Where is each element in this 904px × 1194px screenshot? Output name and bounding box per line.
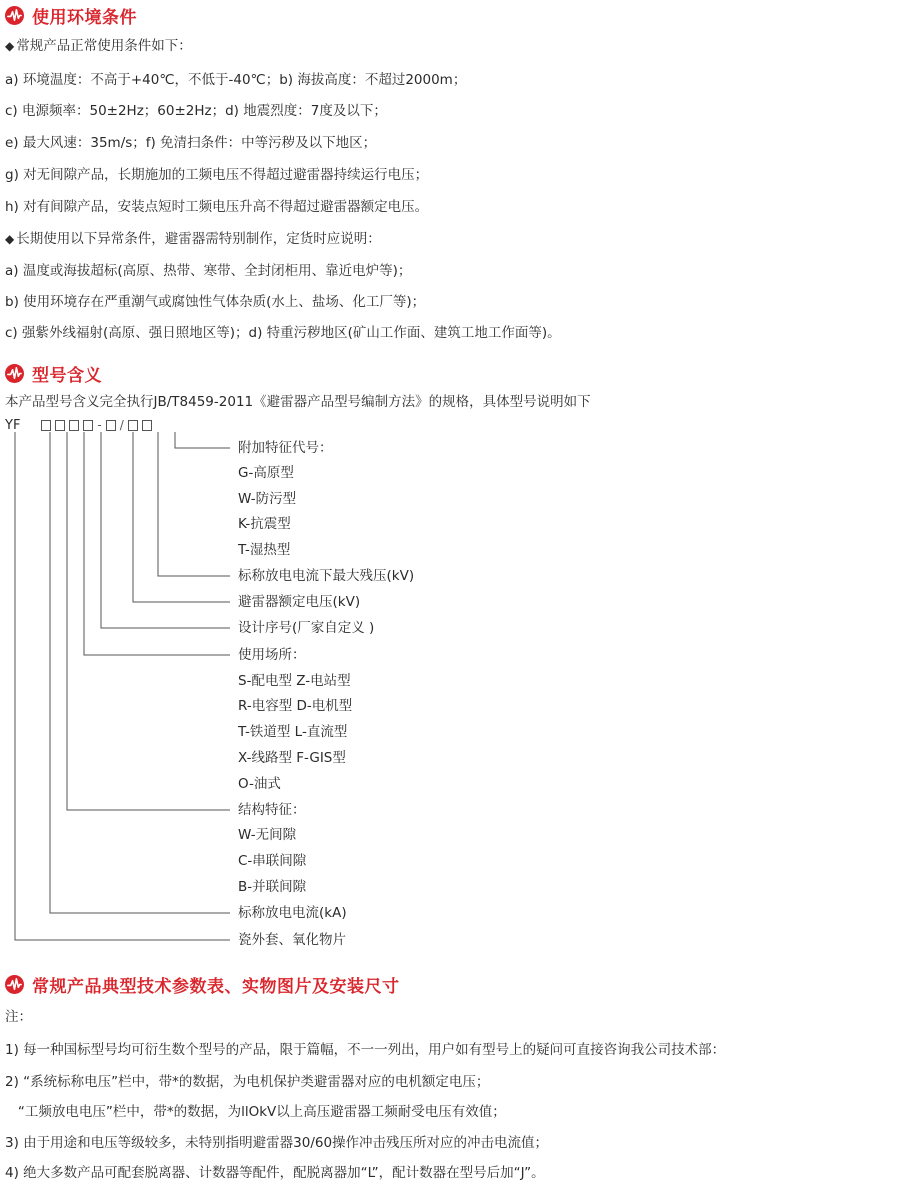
tree-label: O-油式 xyxy=(238,776,281,792)
note-line: 3) 由于用途和电压等级较多，未特别指明避雷器30/60操作冲击残压所对应的冲击电流值； xyxy=(5,1135,549,1151)
tree-label: 附加特征代号： xyxy=(238,440,333,456)
condition-line: c) 强紫外线福射(高原、强日照地区等)；d) 特重污秽地区(矿山工作面、建筑工地工作面等)。 xyxy=(5,325,561,341)
tree-label: W-无间隙 xyxy=(238,827,297,843)
connector-line xyxy=(158,432,230,576)
code-dash: - xyxy=(97,418,102,432)
section-title: 型号含义 xyxy=(32,365,102,386)
note-line: “工频放电电压”栏中，带*的数据，为llOkV以上高压避雷器工频耐受电压有效值； xyxy=(5,1104,506,1120)
condition-line: a) 温度或海拔超标(高原、热带、寒带、全封闭柜用、靠近电炉等)； xyxy=(5,263,412,279)
tree-label: T-铁道型 L-直流型 xyxy=(238,724,348,740)
code-slash: / xyxy=(119,418,124,432)
note-line: 4) 绝大多数产品可配套脱离器、计数器等配件，配脱离器加“L”，配计数器在型号后加“J”。 xyxy=(5,1165,545,1181)
tree-label: 设计序号(厂家自定义 ) xyxy=(238,620,375,636)
section-title: 使用环境条件 xyxy=(32,7,137,28)
condition-line: a) 环境温度：不高于+40℃，不低于-40℃；b) 海拔高度：不超过2000m； xyxy=(5,72,467,88)
tree-label: B-并联间隙 xyxy=(238,879,307,895)
tree-label: W-防污型 xyxy=(238,491,297,507)
tree-label: X-线路型 F-GIS型 xyxy=(238,750,346,766)
model-intro: 本产品型号含义完全执行JB/T8459-2011《避雷器产品型号编制方法》的规格，具体型号说明如下 xyxy=(5,394,591,410)
note-line: 注： xyxy=(5,1009,32,1025)
connector-line xyxy=(84,432,230,655)
tree-label: 避雷器额定电压(kV) xyxy=(238,594,361,610)
tree-label: C-串联间隙 xyxy=(238,853,307,869)
condition-line: h) 对有间隙产品，安装点短时工频电压升高不得超过避雷器额定电压。 xyxy=(5,199,429,215)
connector-line xyxy=(101,432,230,628)
condition-line: ◆ 长期使用以下异常条件，避雷器需特别制作，定货时应说明： xyxy=(5,231,381,247)
note-line: 1) 每一种国标型号均可衍生数个型号的产品，限于篇幅，不一一列出，用户如有型号上的疑问可直接咨询我公司技术部： xyxy=(5,1042,726,1058)
diamond-bullet-icon: ◆ xyxy=(5,232,15,246)
connector-line xyxy=(175,432,230,448)
tree-label: 使用场所： xyxy=(238,647,306,663)
condition-line: ◆ 常规产品正常使用条件如下： xyxy=(5,38,192,54)
section-heading-parameters xyxy=(5,972,400,996)
note-line: 2) “系统标称电压”栏中，带*的数据，为电机保护类避雷器对应的电机额定电压； xyxy=(5,1074,490,1090)
connector-line xyxy=(15,432,230,940)
condition-line: b) 使用环境存在严重潮气或腐蚀性气体杂质(水上、盐场、化工厂等)； xyxy=(5,294,426,310)
tree-label: T-湿热型 xyxy=(238,542,291,558)
tree-label: 标称放电电流下最大残压(kV) xyxy=(238,568,415,584)
brand-logo-icon xyxy=(5,975,24,994)
connector-line xyxy=(50,432,230,913)
tree-label: 瓷外套、氧化物片 xyxy=(238,932,346,948)
connector-line xyxy=(67,432,230,810)
code-prefix: YF xyxy=(5,417,21,433)
tree-label: K-抗震型 xyxy=(238,516,291,532)
tree-label: S-配电型 Z-电站型 xyxy=(238,673,351,689)
condition-line: e) 最大风速：35m/s；f) 免清扫条件：中等污秽及以下地区； xyxy=(5,135,377,151)
section-title: 常规产品典型技术参数表、实物图片及安装尺寸 xyxy=(32,976,400,997)
tree-label: R-电容型 D-电机型 xyxy=(238,698,353,714)
condition-line: g) 对无间隙产品，长期施加的工频电压不得超过避雷器持续运行电压； xyxy=(5,167,429,183)
condition-line: c) 电源频率：50±2Hz；60±2Hz；d) 地震烈度：7度及以下； xyxy=(5,103,387,119)
diamond-bullet-icon: ◆ xyxy=(5,39,15,53)
tree-label: G-高原型 xyxy=(238,465,294,481)
tree-label: 标称放电电流(kA) xyxy=(238,905,347,921)
tree-label: 结构特征： xyxy=(238,802,306,818)
